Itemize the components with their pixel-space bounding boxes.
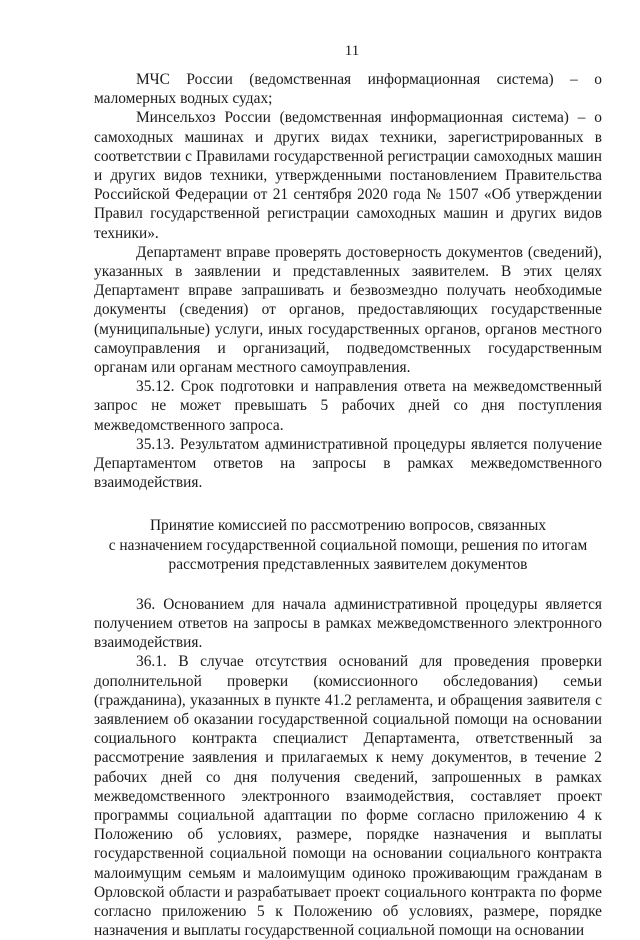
section-heading-line-2: с назначением государственной социальной помощи, решения по итогам — [108, 536, 588, 554]
section-heading-line-1: Принятие комиссией по рассмотрению вопросов, связанных — [149, 517, 547, 535]
page-number: 11 — [344, 43, 360, 59]
paragraph-mchs: МЧС России (ведомственная информационная система) – о маломерных водных судах; — [94, 71, 602, 108]
paragraph-36: 36. Основанием для начала административной процедуры является получением ответов на запросы в рамках межведомственного электронного взаимодействия. — [94, 595, 602, 652]
paragraph-36-1: 36.1. В случае отсутствия оснований для проведения проверки дополнительной проверки (комиссионного обследования) семьи (гражданина), указанных в пункте 41.2 регламента, и обращения заявителя с заявлением об оказании государственной социальной помощи на основании социального контракта специалист Департамента, ответственный за рассмотрение заявления и прилагаемых к нему документов, в течение 2 рабочих дней со дня получения сведений, запрошенных в рамках межведомственного электронного взаимодействия, составляет проект программы социальной адаптации по форме согласно приложению 4 к Положению об условиях, размере, порядке назначения и выплаты государственной социальной помощи на основании социального контракта малоимущим семьям и малоимущим одиноко проживающим гражданам в Орловской области и разрабатывает проект социального контракта по форме согласно приложению 5 к Положению об условиях, размере, порядке назначения и выплаты государственной социальной помощи на основании — [94, 653, 602, 940]
paragraph-35-13: 35.13. Результатом административной процедуры является получение Департаментом ответов на запросы в рамках межведомственного взаимодействия. — [94, 435, 602, 492]
paragraph-35-12: 35.12. Срок подготовки и направления ответа на межведомственный запрос не может превышать 5 рабочих дней со дня поступления межведомственного запроса. — [94, 378, 602, 434]
section-heading — [94, 516, 602, 574]
section-heading-line-3: рассмотрения представленных заявителем документов — [168, 556, 528, 574]
paragraph-minselkhoz: Минсельхоз России (ведомственная информационная система) – о самоходных машинах и других видах техники, зарегистрированных в соответствии с Правилами государственной регистрации самоходных машин и других видов техники, утвержденными постановлением Правительства Российской Федерации от 21 сентября 2020 года № 1507 «Об утверждении Правил государственной регистрации самоходных машин и других видов техники». — [94, 109, 602, 242]
paragraph-department-verification: Департамент вправе проверять достоверность документов (сведений), указанных в заявлении и представленных заявителем. В этих целях Департамент вправе запрашивать и безвозмездно получать необходимые документы (сведения) от органов, предоставляющих государственные (муниципальные) услуги, иных государственных органов, органов местного самоуправления и организаций, подведомственных государственным органам или органам местного самоуправления. — [94, 243, 602, 377]
